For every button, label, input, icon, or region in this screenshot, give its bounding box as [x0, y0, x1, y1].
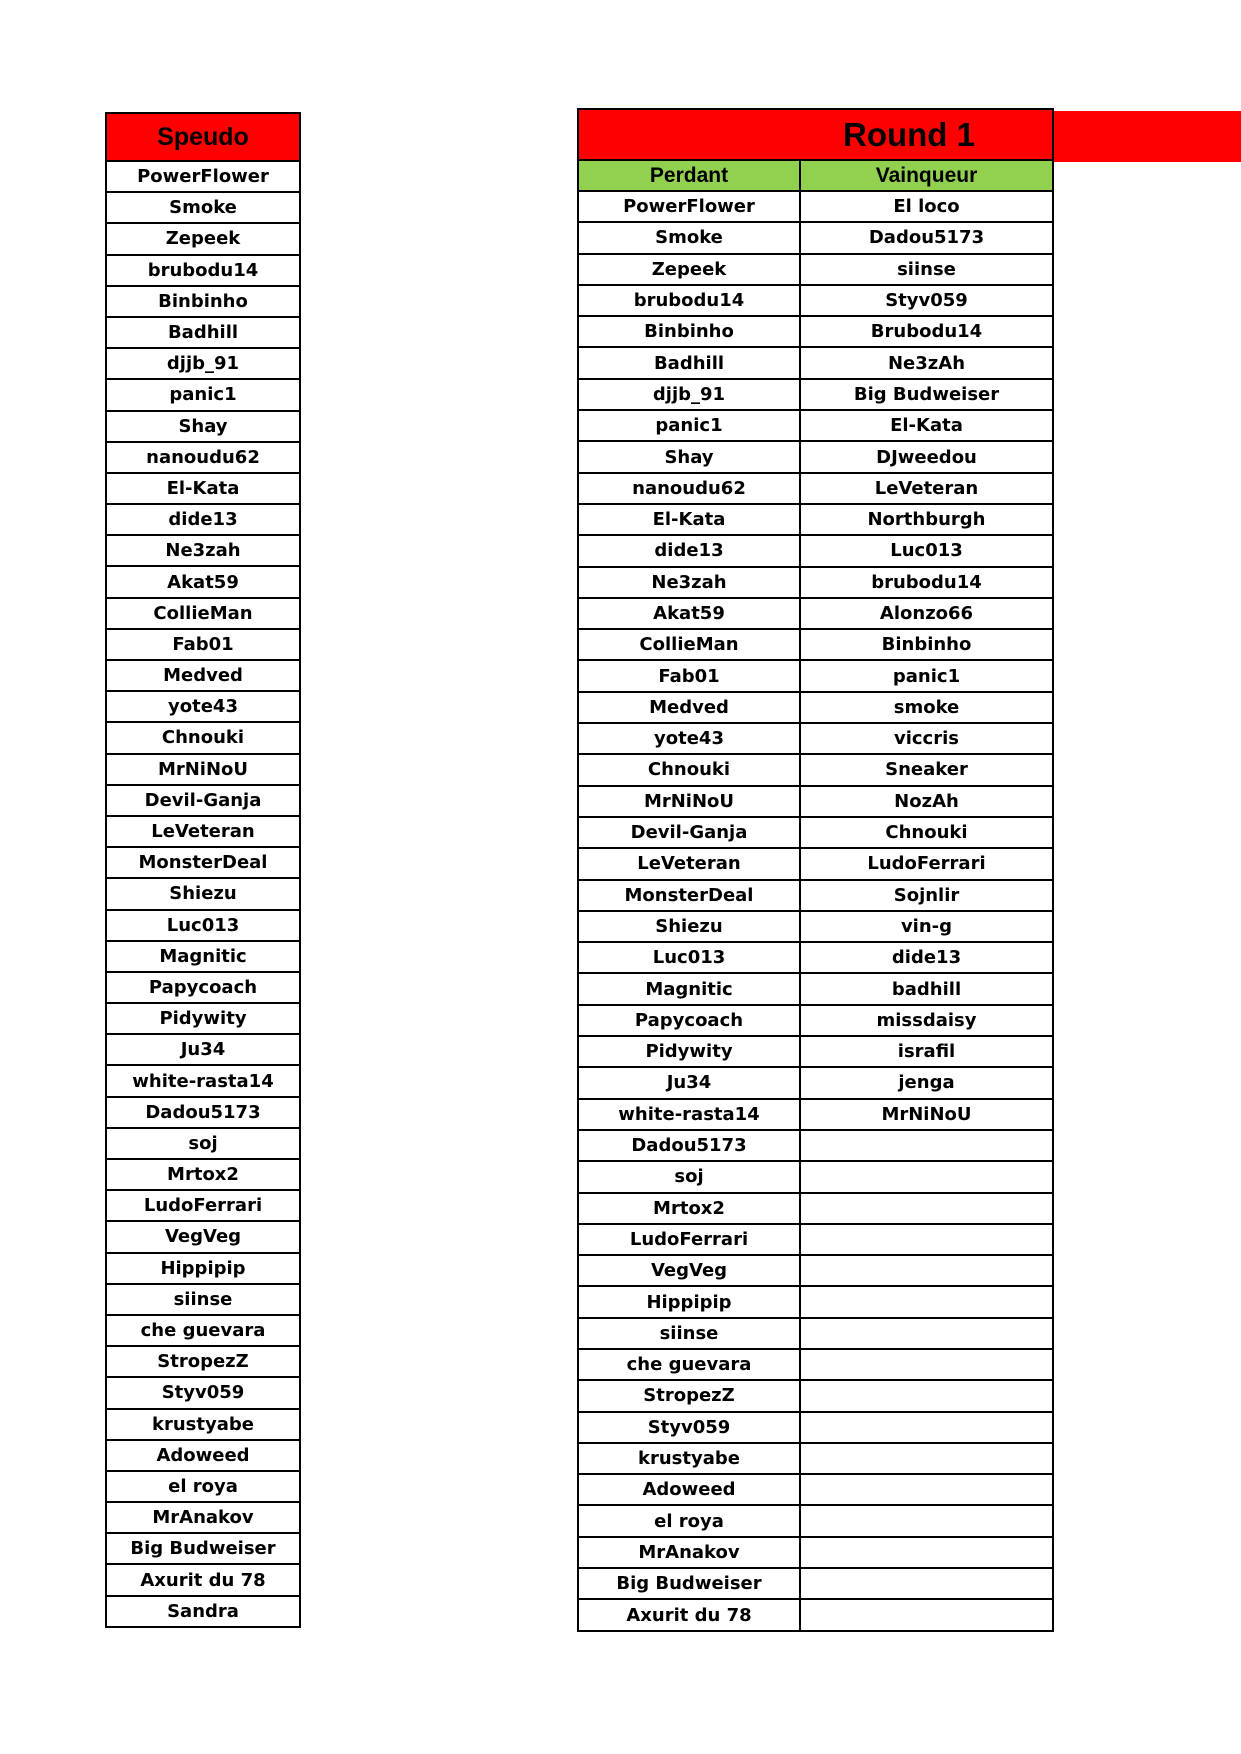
- loser-cell: Badhill: [579, 348, 801, 377]
- player-name-cell: el roya: [107, 1472, 299, 1503]
- winner-cell: badhill: [891, 978, 962, 1000]
- match-row: [579, 1475, 1052, 1506]
- match-row: [579, 724, 1052, 755]
- winner-cell: Big Budweiser: [853, 383, 1000, 405]
- player-name-cell: Pidywity: [107, 1004, 299, 1035]
- loser-cell: Hippipip: [579, 1287, 801, 1316]
- player-name-cell: Styv059: [107, 1378, 299, 1409]
- winner-cell: [801, 1569, 1052, 1598]
- winner-cell: israfil: [897, 1041, 956, 1063]
- loser-cell: Medved: [579, 693, 801, 722]
- player-name-cell: krustyabe: [107, 1410, 299, 1441]
- match-row: [579, 1068, 1052, 1099]
- match-row: [579, 1162, 1052, 1193]
- loser-cell: Binbinho: [579, 317, 801, 346]
- match-row: [579, 568, 1052, 599]
- match-row: [579, 348, 1052, 379]
- match-row: [579, 881, 1052, 912]
- player-name-cell: PowerFlower: [107, 162, 299, 193]
- winner-cell: jenga: [898, 1072, 955, 1094]
- player-name-cell: Shiezu: [107, 879, 299, 910]
- loser-cell: LudoFerrari: [579, 1225, 801, 1254]
- match-row: [579, 787, 1052, 818]
- player-name-cell: dide13: [107, 505, 299, 536]
- player-name-cell: soj: [107, 1129, 299, 1160]
- winner-cell: missdaisy: [876, 1009, 977, 1031]
- match-row: [579, 1569, 1052, 1600]
- winner-cell: LeVeteran: [874, 477, 979, 499]
- loser-cell: LeVeteran: [579, 849, 801, 878]
- loser-cell: VegVeg: [579, 1256, 801, 1285]
- match-row: [579, 1506, 1052, 1537]
- match-row: [579, 1194, 1052, 1225]
- loser-cell: Luc013: [579, 943, 801, 972]
- player-name-cell: panic1: [107, 380, 299, 411]
- match-row: [579, 1256, 1052, 1287]
- winner-cell: El loco: [893, 196, 960, 218]
- winner-cell: [801, 1256, 1052, 1285]
- loser-cell: Big Budweiser: [579, 1569, 801, 1598]
- loser-cell: Devil-Ganja: [579, 818, 801, 847]
- speudo-table: [105, 112, 301, 1628]
- winner-cell: Sneaker: [885, 759, 968, 781]
- loser-cell: Smoke: [579, 223, 801, 252]
- match-row: [579, 943, 1052, 974]
- player-name-cell: Binbinho: [107, 287, 299, 318]
- match-row: [579, 630, 1052, 661]
- loser-cell: Mrtox2: [579, 1194, 801, 1223]
- player-name-cell: Magnitic: [107, 942, 299, 973]
- match-row: [579, 1413, 1052, 1444]
- winner-cell: NozAh: [894, 790, 959, 812]
- player-name-cell: djjb_91: [107, 349, 299, 380]
- match-row: [579, 1006, 1052, 1037]
- player-name-cell: Ju34: [107, 1035, 299, 1066]
- match-row: [579, 1381, 1052, 1412]
- player-name-cell: white-rasta14: [107, 1066, 299, 1097]
- winner-cell: [801, 1413, 1052, 1442]
- player-name-cell: Medved: [107, 661, 299, 692]
- loser-cell: brubodu14: [579, 286, 801, 315]
- player-name-cell: Adoweed: [107, 1441, 299, 1472]
- loser-cell: Adoweed: [579, 1475, 801, 1504]
- match-row: [579, 286, 1052, 317]
- winner-cell: [801, 1538, 1052, 1567]
- player-name-cell: LudoFerrari: [107, 1191, 299, 1222]
- loser-cell: Zepeek: [579, 255, 801, 284]
- player-name-cell: El-Kata: [107, 474, 299, 505]
- loser-cell: Ju34: [579, 1068, 801, 1097]
- player-name-cell: MrNiNoU: [107, 755, 299, 786]
- winner-cell: panic1: [892, 665, 961, 687]
- player-name-cell: Big Budweiser: [107, 1534, 299, 1565]
- winner-cell: Sojnlir: [893, 884, 960, 906]
- winner-cell: LudoFerrari: [867, 853, 986, 875]
- player-name-cell: MrAnakov: [107, 1503, 299, 1534]
- match-row: [579, 1287, 1052, 1318]
- loser-cell: siinse: [579, 1319, 801, 1348]
- match-row: [579, 599, 1052, 630]
- loser-cell: djjb_91: [579, 380, 801, 409]
- match-row: [579, 1100, 1052, 1131]
- player-name-cell: Papycoach: [107, 973, 299, 1004]
- player-name-cell: Akat59: [107, 567, 299, 598]
- winner-cell: Ne3zAh: [887, 352, 966, 374]
- loser-cell: MonsterDeal: [579, 881, 801, 910]
- loser-cell: nanoudu62: [579, 474, 801, 503]
- winner-cell: Styv059: [885, 290, 968, 312]
- speudo-rows: [107, 162, 299, 1626]
- winner-cell: Binbinho: [881, 634, 972, 656]
- match-row: [579, 661, 1052, 692]
- loser-cell: Papycoach: [579, 1006, 801, 1035]
- loser-cell: MrNiNoU: [579, 787, 801, 816]
- match-row: [579, 755, 1052, 786]
- winner-cell: Brubodu14: [870, 321, 983, 343]
- match-row: [579, 442, 1052, 473]
- player-name-cell: brubodu14: [107, 256, 299, 287]
- loser-cell: el roya: [579, 1506, 801, 1535]
- match-row: [579, 1600, 1052, 1629]
- player-name-cell: Ne3zah: [107, 536, 299, 567]
- winner-cell: [801, 1600, 1052, 1629]
- loser-cell: Axurit du 78: [579, 1600, 801, 1629]
- player-name-cell: Zepeek: [107, 224, 299, 255]
- loser-cell: CollieMan: [579, 630, 801, 659]
- player-name-cell: Hippipip: [107, 1254, 299, 1285]
- match-row: [579, 818, 1052, 849]
- player-name-cell: yote43: [107, 692, 299, 723]
- loser-cell: PowerFlower: [579, 192, 801, 221]
- player-name-cell: Luc013: [107, 911, 299, 942]
- loser-cell: dide13: [579, 536, 801, 565]
- winner-cell: [801, 1194, 1052, 1223]
- match-row: [579, 380, 1052, 411]
- loser-cell: Fab01: [579, 661, 801, 690]
- winner-cell: dide13: [891, 947, 962, 969]
- match-row: [579, 1538, 1052, 1569]
- loser-cell: Styv059: [579, 1413, 801, 1442]
- match-row: [579, 505, 1052, 536]
- winner-cell: smoke: [893, 696, 960, 718]
- player-name-cell: Devil-Ganja: [107, 786, 299, 817]
- loser-cell: Dadou5173: [579, 1131, 801, 1160]
- round1-title: Round 1: [843, 116, 975, 153]
- round1-table: [577, 108, 1054, 1632]
- loser-cell: yote43: [579, 724, 801, 753]
- player-name-cell: Mrtox2: [107, 1160, 299, 1191]
- player-name-cell: CollieMan: [107, 599, 299, 630]
- loser-cell: El-Kata: [579, 505, 801, 534]
- winner-cell: viccris: [893, 728, 959, 750]
- loser-cell: Magnitic: [579, 974, 801, 1003]
- match-row: [579, 1444, 1052, 1475]
- loser-cell: che guevara: [579, 1350, 801, 1379]
- match-row: [579, 1131, 1052, 1162]
- loser-cell: Ne3zah: [579, 568, 801, 597]
- match-row: [579, 317, 1052, 348]
- loser-cell: Pidywity: [579, 1037, 801, 1066]
- winner-cell: [801, 1162, 1052, 1191]
- player-name-cell: Axurit du 78: [107, 1565, 299, 1596]
- player-name-cell: nanoudu62: [107, 443, 299, 474]
- player-name-cell: siinse: [107, 1285, 299, 1316]
- player-name-cell: Chnouki: [107, 723, 299, 754]
- winner-cell: [801, 1287, 1052, 1316]
- winner-cell: [801, 1381, 1052, 1410]
- winner-cell: [801, 1319, 1052, 1348]
- loser-cell: StropezZ: [579, 1381, 801, 1410]
- loser-cell: krustyabe: [579, 1444, 801, 1473]
- player-name-cell: Dadou5173: [107, 1098, 299, 1129]
- winner-cell: [801, 1475, 1052, 1504]
- winner-cell: [801, 1225, 1052, 1254]
- match-row: [579, 1319, 1052, 1350]
- match-row: [579, 1225, 1052, 1256]
- player-name-cell: Badhill: [107, 318, 299, 349]
- winner-cell: [801, 1131, 1052, 1160]
- winner-cell: vin-g: [900, 915, 953, 937]
- loser-cell: Shay: [579, 442, 801, 471]
- winner-cell: Dadou5173: [868, 227, 985, 249]
- match-row: [579, 912, 1052, 943]
- match-row: [579, 536, 1052, 567]
- winner-cell: Chnouki: [885, 822, 968, 844]
- loser-cell: Shiezu: [579, 912, 801, 941]
- match-row: [579, 693, 1052, 724]
- winner-cell: Alonzo66: [879, 603, 974, 624]
- speudo-header-cell: Speudo: [107, 114, 299, 162]
- round1-rows: [579, 192, 1052, 1630]
- match-row: [579, 474, 1052, 505]
- player-name-cell: Fab01: [107, 630, 299, 661]
- winner-cell: Luc013: [890, 540, 963, 562]
- match-row: [579, 255, 1052, 286]
- loser-cell: soj: [579, 1162, 801, 1191]
- player-name-cell: Smoke: [107, 193, 299, 224]
- player-name-cell: StropezZ: [107, 1347, 299, 1378]
- winner-cell: Northburgh: [867, 509, 986, 531]
- winner-cell: [801, 1506, 1052, 1535]
- player-name-cell: Shay: [107, 412, 299, 443]
- loser-cell: white-rasta14: [579, 1100, 801, 1129]
- match-row: [579, 974, 1052, 1005]
- player-name-cell: VegVeg: [107, 1222, 299, 1253]
- match-row: [579, 223, 1052, 254]
- winner-cell: [801, 1350, 1052, 1379]
- match-row: [579, 192, 1052, 223]
- winner-cell: [801, 1444, 1052, 1473]
- match-row: [579, 849, 1052, 880]
- winner-cell: brubodu14: [871, 571, 982, 593]
- loser-cell: MrAnakov: [579, 1538, 801, 1567]
- match-row: [579, 1037, 1052, 1068]
- player-name-cell: Sandra: [167, 1600, 239, 1622]
- winner-cell: El-Kata: [890, 415, 963, 437]
- loser-cell: Akat59: [579, 599, 801, 628]
- match-row: [579, 1350, 1052, 1381]
- winner-cell: MrNiNoU: [881, 1103, 972, 1125]
- player-name-cell: che guevara: [107, 1316, 299, 1347]
- winner-column-header: Vainqueur: [875, 163, 978, 187]
- winner-cell: DJweedou: [876, 446, 977, 468]
- winner-cell: siinse: [897, 258, 956, 280]
- player-name-cell: LeVeteran: [107, 817, 299, 848]
- match-row: [579, 411, 1052, 442]
- player-name-cell: MonsterDeal: [107, 848, 299, 879]
- loser-column-header: Perdant: [579, 161, 801, 190]
- loser-cell: panic1: [579, 411, 801, 440]
- round1-column-headers: [579, 161, 1052, 192]
- loser-cell: Chnouki: [579, 755, 801, 784]
